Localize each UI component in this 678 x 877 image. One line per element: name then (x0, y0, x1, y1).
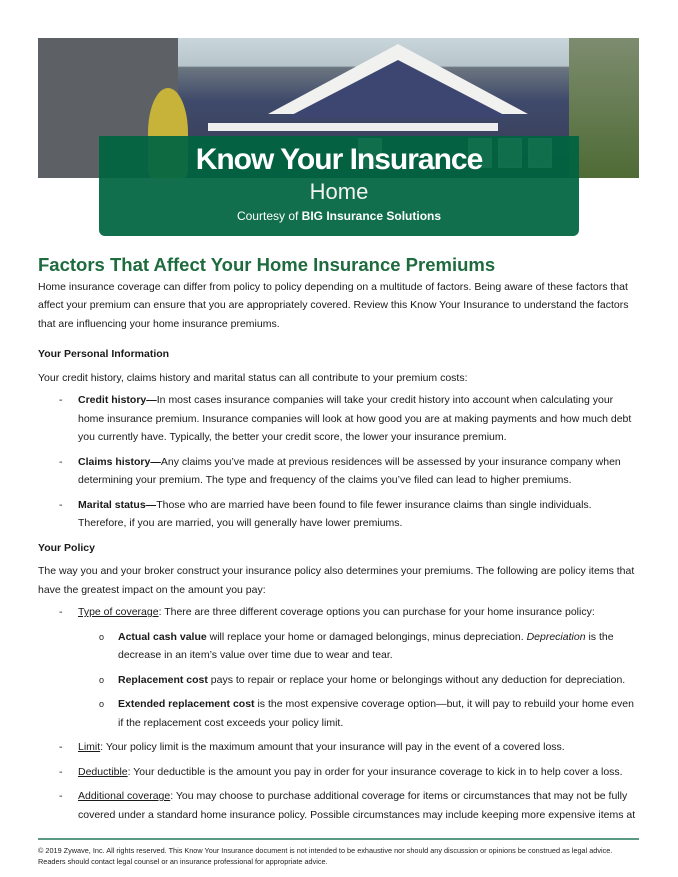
item-term: Additional coverage (78, 790, 171, 802)
banner-subtitle: Home (309, 179, 369, 204)
item-term: Limit (78, 741, 101, 753)
document-body (38, 256, 642, 830)
option-term: Actual cash value (118, 630, 207, 643)
option-text-rest: is the decrease in an item’s value over time due to wear and tear. (118, 630, 614, 661)
section-heading-personal: Your Personal Information (38, 348, 170, 360)
page-heading: Factors That Affect Your Home Insurance Premiums (38, 254, 496, 275)
item-text: : Your deductible is the amount you pay in order for your insurance coverage to kick in to help cover a loss. (127, 765, 623, 778)
list-item (38, 391, 642, 447)
item-term: Deductible (78, 765, 128, 778)
banner-courtesy (99, 209, 579, 223)
item-term: Credit history— (78, 394, 157, 406)
sub-list-item (38, 628, 642, 665)
option-term: Replacement cost (118, 673, 208, 686)
sub-list-item (38, 695, 642, 732)
option-text: pays to repair or replace your home or belongings without any deduction for depreciation. (207, 673, 626, 686)
company-name: BIG Insurance Solutions (301, 209, 442, 223)
footer-disclaimer: © 2019 Zywave, Inc. All rights reserved. This Know Your Insurance document is not intended to be exhaustive nor should any discussion or opinions be construed as legal advice. Readers should contact legal counsel or an insurance professional for appropriate advice. (38, 838, 639, 867)
option-emphasis: Depreciation (526, 630, 586, 643)
personal-lead: Your credit history, claims history and marital status can all contribute to your premium costs: (38, 371, 468, 384)
list-item (38, 496, 642, 533)
option-text: is the most expensive coverage option—but, it will pay to rebuild your home even if the replacement cost exceeds your policy limit. (118, 698, 634, 729)
item-term: Type of coverage (78, 606, 159, 618)
item-term: Marital status— (78, 498, 157, 511)
policy-lead: The way you and your broker construct your insurance policy also determines your premiums. The following are policy items that have the greatest impact on the amount you pay: (38, 565, 635, 596)
item-text: : Your policy limit is the maximum amount that your insurance will pay in the event of a covered loss. (100, 741, 565, 753)
banner-title: Know Your Insurance (195, 143, 483, 176)
section-heading-policy: Your Policy (38, 541, 95, 554)
item-text: Those who are married have been found to file fewer insurance claims than single individuals. Therefore, if you are married, you will generally have lower premiums. (78, 498, 592, 529)
list-item (38, 453, 642, 490)
option-term: Extended replacement cost (118, 698, 255, 710)
item-text: In most cases insurance companies will take your credit history into account when calculating your home insurance premium. Insurance companies will look at how good you are at making payments and how much debt you currently have. Typically, the better your credit score, the lower your insurance premium. (78, 394, 632, 443)
option-text: will replace your home or damaged belongings, minus depreciation. (206, 630, 527, 643)
item-term: Claims history— (78, 455, 161, 468)
courtesy-prefix: Courtesy of (236, 209, 302, 223)
list-item (38, 738, 642, 757)
list-item (38, 603, 642, 622)
item-text: : There are three different coverage options you can purchase for your home insurance policy: (158, 606, 595, 618)
item-text: : You may choose to purchase additional coverage for items or circumstances that may not be fully covered under a standard home insurance policy. Possible circumstances may include keeping more expensive items at (78, 790, 636, 821)
list-item (38, 787, 642, 824)
intro-paragraph: Home insurance coverage can differ from policy to policy depending on a multitude of factors. Being aware of these factors that affect your premium can ensure that you are appropriately covered. Review this Know Your Insurance to understand the factors that are influencing your home insurance premiums. (38, 280, 629, 330)
title-banner (99, 136, 579, 236)
sub-list-item (38, 671, 642, 690)
item-text: Any claims you’ve made at previous residences will be assessed by your insurance company when determining your premium. The type and frequency of the claims you’ve filed can lead to higher premiums. (78, 455, 621, 486)
list-item (38, 763, 642, 782)
